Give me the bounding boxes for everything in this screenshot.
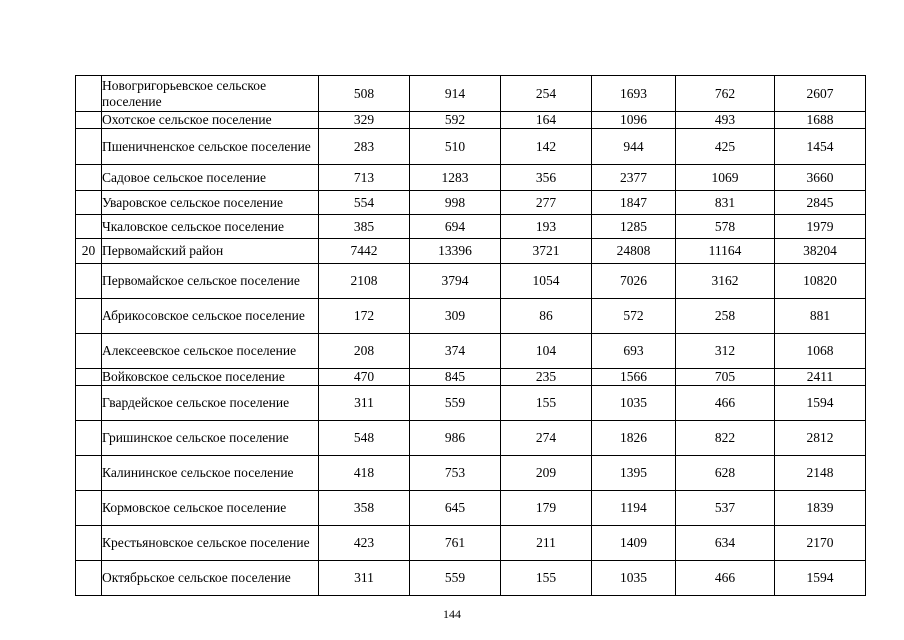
value-cell: 705 bbox=[676, 369, 775, 386]
value-cell: 1194 bbox=[592, 491, 676, 526]
value-cell: 86 bbox=[501, 299, 592, 334]
value-cell: 3162 bbox=[676, 264, 775, 299]
value-cell: 179 bbox=[501, 491, 592, 526]
table-row bbox=[76, 456, 866, 491]
value-cell: 845 bbox=[410, 369, 501, 386]
table-row bbox=[76, 491, 866, 526]
value-cell: 38204 bbox=[775, 239, 866, 264]
value-cell: 1693 bbox=[592, 76, 676, 112]
row-number-cell bbox=[76, 76, 102, 112]
value-cell: 2812 bbox=[775, 421, 866, 456]
row-number-cell bbox=[76, 421, 102, 456]
value-cell: 1395 bbox=[592, 456, 676, 491]
value-cell: 385 bbox=[319, 215, 410, 239]
value-cell: 998 bbox=[410, 191, 501, 215]
value-cell: 312 bbox=[676, 334, 775, 369]
value-cell: 1285 bbox=[592, 215, 676, 239]
value-cell: 881 bbox=[775, 299, 866, 334]
value-cell: 2845 bbox=[775, 191, 866, 215]
value-cell: 277 bbox=[501, 191, 592, 215]
value-cell: 164 bbox=[501, 112, 592, 129]
row-number-cell bbox=[76, 561, 102, 596]
value-cell: 645 bbox=[410, 491, 501, 526]
value-cell: 508 bbox=[319, 76, 410, 112]
value-cell: 209 bbox=[501, 456, 592, 491]
value-cell: 493 bbox=[676, 112, 775, 129]
row-number-cell bbox=[76, 386, 102, 421]
value-cell: 470 bbox=[319, 369, 410, 386]
value-cell: 3794 bbox=[410, 264, 501, 299]
value-cell: 7442 bbox=[319, 239, 410, 264]
value-cell: 466 bbox=[676, 386, 775, 421]
settlement-name-cell: Крестьяновское сельское поселение bbox=[102, 526, 319, 561]
value-cell: 7026 bbox=[592, 264, 676, 299]
settlement-name-cell: Охотское сельское поселение bbox=[102, 112, 319, 129]
table-body bbox=[76, 76, 866, 596]
table-row bbox=[76, 526, 866, 561]
value-cell: 1979 bbox=[775, 215, 866, 239]
value-cell: 761 bbox=[410, 526, 501, 561]
value-cell: 274 bbox=[501, 421, 592, 456]
value-cell: 172 bbox=[319, 299, 410, 334]
value-cell: 762 bbox=[676, 76, 775, 112]
value-cell: 559 bbox=[410, 386, 501, 421]
value-cell: 1566 bbox=[592, 369, 676, 386]
value-cell: 283 bbox=[319, 129, 410, 165]
settlement-name-cell: Алексеевское сельское поселение bbox=[102, 334, 319, 369]
table-row bbox=[76, 334, 866, 369]
table-row bbox=[76, 76, 866, 112]
settlement-name-cell: Первомайское сельское поселение bbox=[102, 264, 319, 299]
settlement-name-cell: Пшеничненское сельское поселение bbox=[102, 129, 319, 165]
value-cell: 3721 bbox=[501, 239, 592, 264]
table-row bbox=[76, 215, 866, 239]
value-cell: 329 bbox=[319, 112, 410, 129]
settlement-name-cell: Кормовское сельское поселение bbox=[102, 491, 319, 526]
table-row bbox=[76, 369, 866, 386]
value-cell: 155 bbox=[501, 386, 592, 421]
value-cell: 2170 bbox=[775, 526, 866, 561]
settlement-name-cell: Уваровское сельское поселение bbox=[102, 191, 319, 215]
value-cell: 634 bbox=[676, 526, 775, 561]
row-number-cell bbox=[76, 165, 102, 191]
value-cell: 10820 bbox=[775, 264, 866, 299]
value-cell: 258 bbox=[676, 299, 775, 334]
row-number-cell bbox=[76, 491, 102, 526]
value-cell: 358 bbox=[319, 491, 410, 526]
settlement-name-cell: Калининское сельское поселение bbox=[102, 456, 319, 491]
settlement-name-cell: Садовое сельское поселение bbox=[102, 165, 319, 191]
value-cell: 1096 bbox=[592, 112, 676, 129]
value-cell: 1826 bbox=[592, 421, 676, 456]
value-cell: 713 bbox=[319, 165, 410, 191]
settlement-name-cell: Октябрьское сельское поселение bbox=[102, 561, 319, 596]
table-row bbox=[76, 239, 866, 264]
value-cell: 24808 bbox=[592, 239, 676, 264]
value-cell: 466 bbox=[676, 561, 775, 596]
table-row bbox=[76, 191, 866, 215]
row-number-cell bbox=[76, 456, 102, 491]
row-number-cell bbox=[76, 299, 102, 334]
settlement-name-cell: Гвардейское сельское поселение bbox=[102, 386, 319, 421]
value-cell: 311 bbox=[319, 386, 410, 421]
value-cell: 753 bbox=[410, 456, 501, 491]
value-cell: 822 bbox=[676, 421, 775, 456]
value-cell: 694 bbox=[410, 215, 501, 239]
value-cell: 592 bbox=[410, 112, 501, 129]
value-cell: 1839 bbox=[775, 491, 866, 526]
row-number-cell bbox=[76, 526, 102, 561]
value-cell: 548 bbox=[319, 421, 410, 456]
row-number-cell bbox=[76, 191, 102, 215]
value-cell: 1454 bbox=[775, 129, 866, 165]
table-row bbox=[76, 561, 866, 596]
value-cell: 986 bbox=[410, 421, 501, 456]
table-row bbox=[76, 421, 866, 456]
value-cell: 693 bbox=[592, 334, 676, 369]
table-row bbox=[76, 129, 866, 165]
value-cell: 13396 bbox=[410, 239, 501, 264]
value-cell: 418 bbox=[319, 456, 410, 491]
value-cell: 559 bbox=[410, 561, 501, 596]
settlement-name-cell: Гришинское сельское поселение bbox=[102, 421, 319, 456]
row-number-cell: 20 bbox=[76, 239, 102, 264]
value-cell: 423 bbox=[319, 526, 410, 561]
value-cell: 510 bbox=[410, 129, 501, 165]
value-cell: 1409 bbox=[592, 526, 676, 561]
settlement-name-cell: Новогригорьевское сельское поселение bbox=[102, 76, 319, 112]
table-row bbox=[76, 165, 866, 191]
settlement-name-cell: Первомайский район bbox=[102, 239, 319, 264]
row-number-cell bbox=[76, 334, 102, 369]
value-cell: 235 bbox=[501, 369, 592, 386]
row-number-cell bbox=[76, 112, 102, 129]
value-cell: 572 bbox=[592, 299, 676, 334]
value-cell: 2607 bbox=[775, 76, 866, 112]
value-cell: 944 bbox=[592, 129, 676, 165]
value-cell: 208 bbox=[319, 334, 410, 369]
value-cell: 374 bbox=[410, 334, 501, 369]
settlement-name-cell: Войковское сельское поселение bbox=[102, 369, 319, 386]
value-cell: 1068 bbox=[775, 334, 866, 369]
data-table bbox=[75, 75, 866, 596]
value-cell: 1283 bbox=[410, 165, 501, 191]
value-cell: 142 bbox=[501, 129, 592, 165]
value-cell: 104 bbox=[501, 334, 592, 369]
value-cell: 155 bbox=[501, 561, 592, 596]
table-row bbox=[76, 264, 866, 299]
value-cell: 831 bbox=[676, 191, 775, 215]
value-cell: 2411 bbox=[775, 369, 866, 386]
value-cell: 1035 bbox=[592, 561, 676, 596]
row-number-cell bbox=[76, 264, 102, 299]
value-cell: 1054 bbox=[501, 264, 592, 299]
value-cell: 578 bbox=[676, 215, 775, 239]
value-cell: 914 bbox=[410, 76, 501, 112]
value-cell: 554 bbox=[319, 191, 410, 215]
row-number-cell bbox=[76, 215, 102, 239]
value-cell: 309 bbox=[410, 299, 501, 334]
value-cell: 1847 bbox=[592, 191, 676, 215]
value-cell: 254 bbox=[501, 76, 592, 112]
value-cell: 1035 bbox=[592, 386, 676, 421]
settlement-name-cell: Чкаловское сельское поселение bbox=[102, 215, 319, 239]
value-cell: 11164 bbox=[676, 239, 775, 264]
value-cell: 2148 bbox=[775, 456, 866, 491]
value-cell: 1688 bbox=[775, 112, 866, 129]
value-cell: 2108 bbox=[319, 264, 410, 299]
page-number: 144 bbox=[443, 607, 461, 621]
value-cell: 1069 bbox=[676, 165, 775, 191]
value-cell: 2377 bbox=[592, 165, 676, 191]
value-cell: 311 bbox=[319, 561, 410, 596]
value-cell: 356 bbox=[501, 165, 592, 191]
value-cell: 628 bbox=[676, 456, 775, 491]
row-number-cell bbox=[76, 369, 102, 386]
table-row bbox=[76, 112, 866, 129]
table-row bbox=[76, 386, 866, 421]
value-cell: 211 bbox=[501, 526, 592, 561]
table-row bbox=[76, 299, 866, 334]
value-cell: 1594 bbox=[775, 386, 866, 421]
settlement-name-cell: Абрикосовское сельское поселение bbox=[102, 299, 319, 334]
value-cell: 3660 bbox=[775, 165, 866, 191]
row-number-cell bbox=[76, 129, 102, 165]
value-cell: 1594 bbox=[775, 561, 866, 596]
value-cell: 537 bbox=[676, 491, 775, 526]
value-cell: 193 bbox=[501, 215, 592, 239]
value-cell: 425 bbox=[676, 129, 775, 165]
